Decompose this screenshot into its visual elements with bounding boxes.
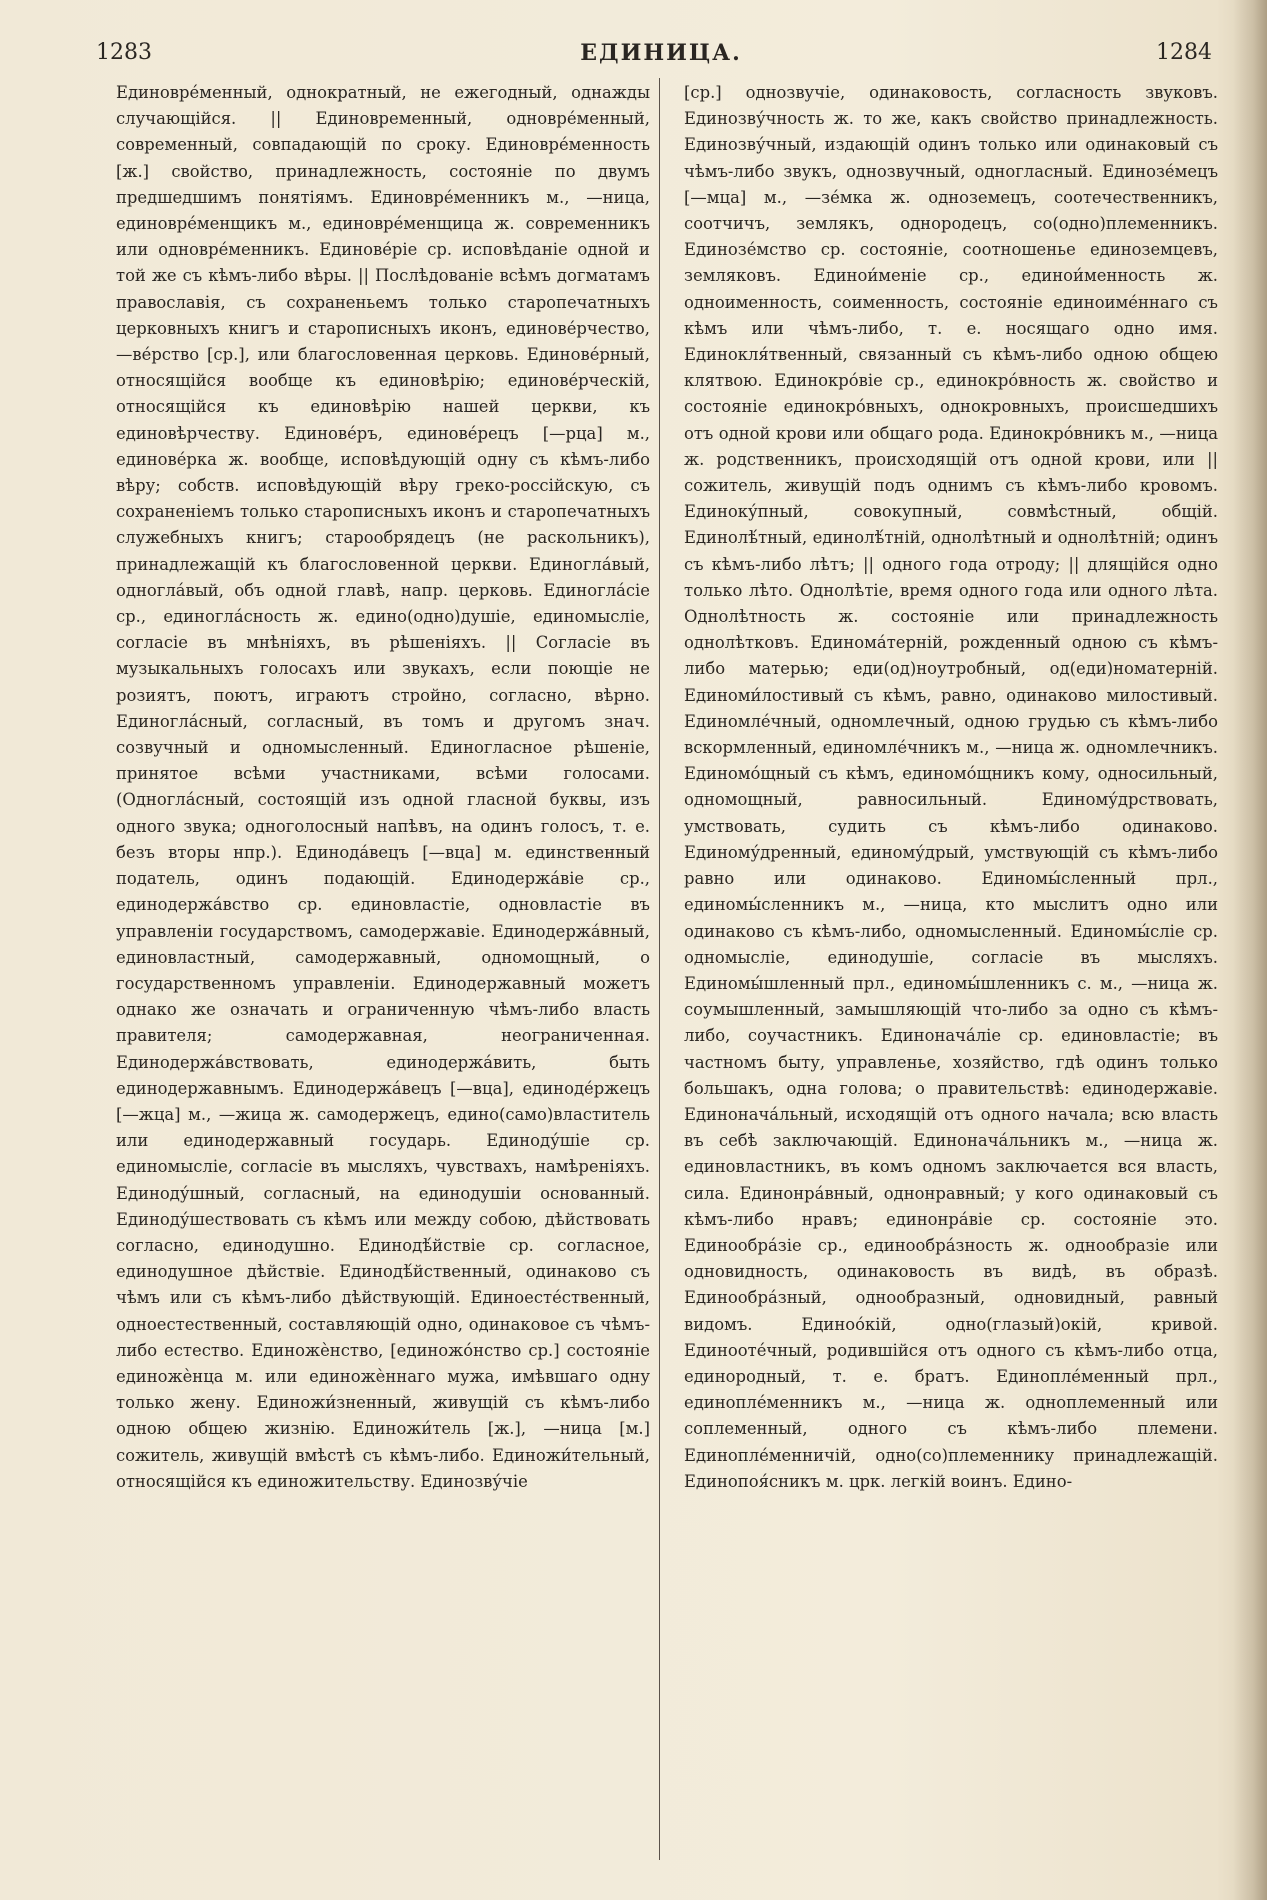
page-edge-shadow: [1233, 0, 1267, 1900]
column-divider: [659, 78, 660, 1860]
right-column: [684, 80, 1218, 1880]
page-number-right: 1284: [1156, 40, 1212, 65]
left-column: [116, 80, 650, 1880]
left-column-text: Единовре́менный, однократный, не ежегодный, однажды случающійся. || Единовременный, одновре́менный, современный, совпадающій по сроку. Единовре́менность [ж.] свойство, принадлежность, состояніе по двумъ предшедшимъ понятіямъ. Единовре́менникъ м., —ница, единовре́менщикъ м., единовре́менщица ж. современникъ или одновре́менникъ. Единове́ріе ср. исповѣданіе одной и той же съ кѣмъ-либо вѣры. || Послѣдованіе всѣмъ догматамъ православія, съ сохраненьемъ только старопечатныхъ церковныхъ книгъ и старописныхъ иконъ, единове́рчество, —ве́рство [ср.], или благословенная церковь. Единове́рный, относящійся вообще къ единовѣрію; единове́рческій, относящійся къ единовѣрію нашей церкви, къ единовѣрчеству. Единове́ръ, единове́рецъ [—рца] м., единове́рка ж. вообще, исповѣдующій одну съ кѣмъ-либо вѣру; собств. исповѣдующій вѣру греко-россійскую, съ сохраненіемъ только старописныхъ иконъ и старопечатныхъ служебныхъ книгъ; старообрядецъ (не раскольникъ), принадлежащій къ благословенной церкви. Единогла́вый, одногла́вый, объ одной главѣ, напр. церковь. Единогла́сіе ср., единогла́сность ж. едино(одно)душіе, единомысліе, согласіе въ мнѣніяхъ, въ рѣшеніяхъ. || Согласіе въ музыкальныхъ голосахъ или звукахъ, если поющіе не розиятъ, поютъ, играютъ стройно, согласно, вѣрно. Единогла́сный, согласный, въ томъ и другомъ знач. созвучный и одномысленный. Единогласное рѣшеніе, принятое всѣми участниками, всѣми голосами. (Одногла́сный, состоящій изъ одной гласной буквы, изъ одного звука; одноголосный напѣвъ, на одинъ голосъ, т. е. безъ вторы нпр.). Единода́вецъ [—вца] м. единственный податель, одинъ подающій. Единодержа́віе ср., единодержа́вство ср. единовластіе, одновластіе въ управленіи государствомъ, самодержавіе. Единодержа́вный, единовластный, самодержавный, одномощный, о государственномъ управленіи. Единодержавный можетъ однако же означать и ограниченную чѣмъ-либо власть правителя; самодержавная, неограниченная. Единодержа́вствовать, единодержа́вить, быть единодержавнымъ. Единодержа́вецъ [—вца], единоде́ржецъ [—жца] м., —жица ж. самодержецъ, едино(само)властитель или единодержавный государь. Единоду́шіе ср. единомысліе, согласіе въ мысляхъ, чувствахъ, намѣреніяхъ. Единоду́шный, согласный, на единодушіи основанный. Единоду́шествовать съ кѣмъ или между собою, дѣйствовать согласно, единодушно. Единодѣ́йствіе ср. согласное, единодушное дѣйствіе. Единодѣ́йственный, одинаково съ чѣмъ или съ кѣмъ-либо дѣйствующій. Единоесте́ственный, одноестественный, составляющій одно, одинаковое съ чѣмъ-либо естество. Единожѐнство, [единожо́нство ср.] состояніе единожѐнца м. или единожѐннаго мужа, имѣвшаго одну только жену. Единожи́зненный, живущій съ кѣмъ-либо одною общею жизнію. Единожи́тель [ж.], —ница [м.] сожитель, живущій вмѣстѣ съ кѣмъ-либо. Единожи́тельный, относящійся къ единожительству. Единозву́чіе: [116, 83, 650, 1491]
page-number-left: 1283: [96, 40, 152, 65]
running-title: ЕДИНИЦА.: [580, 40, 742, 66]
right-column-text: [ср.] однозвучіе, одинаковость, согласность звуковъ. Единозву́чность ж. то же, какъ свойство принадлежность. Единозву́чный, издающій одинъ только или одинаковый съ чѣмъ-либо звукъ, однозвучный, одногласный. Единозе́мецъ [—мца] м., —зе́мка ж. одноземецъ, соотечественникъ, соотчичъ, землякъ, однородецъ, со(одно)племенникъ. Единозе́мство ср. состояніе, соотношенье единоземцевъ, земляковъ. Единои́меніе ср., единои́менность ж. одноименность, соименность, состояніе единоиме́ннаго съ кѣмъ или чѣмъ-либо, т. е. носящаго одно имя. Единокля́твенный, связанный съ кѣмъ-либо одною общею клятвою. Единокро́віе ср., единокро́вность ж. свойство и состояніе единокро́вныхъ, однокровныхъ, происшедшихъ отъ одной крови или общаго рода. Единокро́вникъ м., —ница ж. родственникъ, происходящій отъ одной крови, или || сожитель, живущій подъ однимъ съ кѣмъ-либо кровомъ. Единоку́пный, совокупный, совмѣстный, общій. Единолѣ́тный, единолѣ́тній, однолѣтный и однолѣтній; одинъ съ кѣмъ-либо лѣтъ; || одного года отроду; || длящійся одно только лѣто. Однолѣтіе, время одного года или одного лѣта. Однолѣтность ж. состояніе или принадлежность однолѣтковъ. Единома́терній, рожденный одною съ кѣмъ-либо матерью; еди(од)ноутробный, од(еди)номатерній. Единоми́лостивый съ кѣмъ, равно, одинаково милостивый. Единомле́чный, одномлечный, одною грудью съ кѣмъ-либо вскормленный, единомле́чникъ м., —ница ж. одномлечникъ. Единомо́щный съ кѣмъ, единомо́щникъ кому, односильный, одномощный, равносильный. Единому́дрствовать, умствовать, судить съ кѣмъ-либо одинаково. Единому́дренный, единому́дрый, умствующій съ кѣмъ-либо равно или одинаково. Единомы́сленный прл., единомы́сленникъ м., —ница, кто мыслитъ одно или одинаково съ кѣмъ-либо, одномысленный. Единомы́сліе ср. одномысліе, единодушіе, согласіе въ мысляхъ. Единомы́шленный прл., единомы́шленникъ с. м., —ница ж. соумышленный, замышляющій что-либо за одно съ кѣмъ-либо, соучастникъ. Единонача́ліе ср. единовластіе; въ частномъ быту, управленье, хозяйство, гдѣ одинъ только большакъ, одна голова; о правительствѣ: единодержавіе. Единонача́льный, исходящій отъ одного начала; всю власть въ себѣ заключающій. Единонача́льникъ м., —ница ж. единовластникъ, въ комъ одномъ заключается вся власть, сила. Единонра́вный, однонравный; у кого одинаковый съ кѣмъ-либо нравъ; единонра́віе ср. состояніе это. Единообра́зіе ср., единообра́зность ж. однообразіе или одновидность, одинаковость въ видѣ, въ образѣ. Единообра́зный, однообразный, одновидный, равный видомъ. Единоо́кій, одно(глазый)окій, кривой. Единооте́чный, родившійся отъ одного съ кѣмъ-либо отца, единородный, т. е. братъ. Единопле́менный прл., единопле́менникъ м., —ница ж. одноплеменный или соплеменный, одного съ кѣмъ-либо племени. Единопле́менничій, одно(со)племеннику принадлежащій. Единопоя́сникъ м. црк. легкій воинъ. Едино-: [684, 83, 1218, 1491]
page-header: [96, 36, 1226, 72]
